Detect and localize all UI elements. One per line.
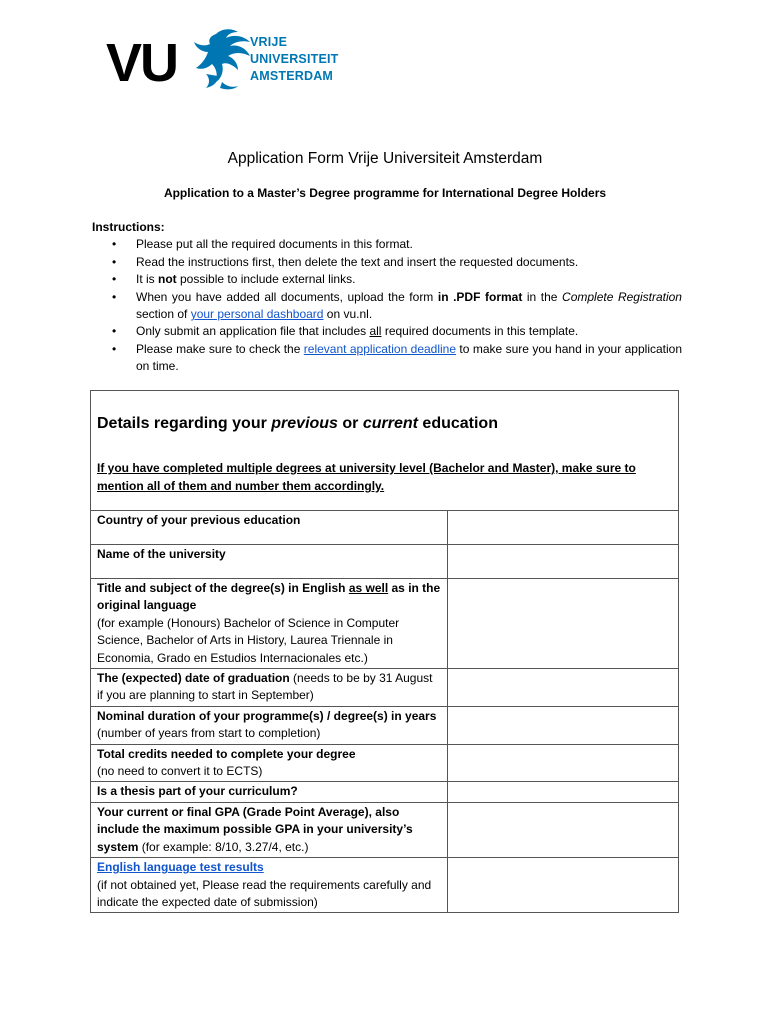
row-label	[91, 802, 448, 857]
instruction-text: required documents in this template.	[381, 324, 579, 339]
instruction-item	[92, 323, 682, 340]
answer-cell[interactable]	[448, 579, 679, 669]
section-title-text: education	[417, 415, 498, 432]
row-label-underline: as well	[348, 581, 389, 595]
deadline-link[interactable]: relevant application deadline	[303, 341, 457, 356]
instruction-text: possible to include external links.	[176, 272, 356, 287]
row-label	[91, 858, 448, 913]
answer-cell[interactable]	[448, 511, 679, 545]
instruction-underline: all	[369, 324, 382, 339]
table-row	[91, 579, 679, 669]
instruction-emphasis: in .PDF format	[437, 289, 523, 304]
row-label-hint: (if not obtained yet, Please read the requirements carefully and indicate the expected date of submission)	[97, 877, 432, 909]
instruction-item	[92, 254, 682, 271]
education-section	[90, 390, 679, 510]
section-title-text: or	[337, 415, 363, 432]
section-title-text: Details regarding your	[97, 415, 272, 432]
instruction-text: in the	[522, 289, 563, 304]
instructions	[92, 219, 682, 376]
page-subtitle: Application to a Master’s Degree programme for International Degree Holders	[163, 186, 607, 200]
instruction-text: section of	[136, 307, 191, 322]
instruction-italic: Complete Registration	[562, 289, 682, 304]
section-title-italic: current	[362, 415, 418, 432]
instruction-text: When you have added all documents, upload the form	[136, 289, 438, 304]
vu-logo	[106, 28, 366, 98]
table-row	[91, 744, 679, 782]
answer-cell[interactable]	[448, 744, 679, 782]
row-label-hint: (needs to be by 31 August if you are planning to start in September)	[97, 671, 433, 703]
row-label	[91, 511, 448, 545]
table-row	[91, 802, 679, 857]
instruction-item	[92, 271, 682, 288]
row-label-text: Country of your previous education	[97, 513, 301, 527]
education-table	[90, 510, 679, 913]
instruction-item	[92, 236, 682, 253]
instruction-item	[92, 341, 682, 376]
instruction-text: Read the instructions first, then delete the text and insert the requested documents.	[136, 254, 579, 269]
instruction-item	[92, 289, 682, 324]
table-row	[91, 669, 679, 707]
row-label-text: Nominal duration of your programme(s) / degree(s) in years	[97, 708, 437, 723]
instruction-emphasis: not	[158, 272, 177, 287]
table-row	[91, 511, 679, 545]
row-label-text: Name of the university	[97, 547, 226, 561]
answer-cell[interactable]	[448, 706, 679, 744]
english-test-link[interactable]: English language test results	[97, 860, 264, 875]
answer-cell[interactable]	[448, 669, 679, 707]
instruction-text: Please put all the required documents in this format.	[136, 237, 413, 252]
logo-mark: VU	[106, 33, 178, 93]
answer-cell[interactable]	[448, 858, 679, 913]
instruction-text: It is	[136, 272, 159, 287]
row-label-hint: (number of years from start to completion)	[97, 726, 321, 741]
instruction-text: on vu.nl.	[323, 307, 373, 322]
instructions-heading: Instructions:	[92, 220, 165, 234]
section-title	[97, 415, 498, 433]
page-title: Application Form Vrije Universiteit Amsterdam	[227, 150, 543, 167]
instruction-text: Please make sure to check the	[136, 341, 304, 356]
row-label-hint: (for example: 8/10, 3.27/4, etc.)	[138, 839, 309, 854]
logo-line-1: VRIJE	[250, 35, 288, 49]
row-label-text: The (expected) date of graduation	[97, 671, 290, 686]
logo-line-3: AMSTERDAM	[250, 69, 334, 83]
table-row	[91, 858, 679, 913]
row-label	[91, 782, 448, 802]
row-label-text: Your current or final GPA (Grade Point Average), also include the maximum possible GPA in your university’s system	[97, 804, 413, 854]
instruction-text: to make sure you hand in your application on time.	[136, 341, 682, 374]
instruction-text: Only submit an application file that includes	[136, 324, 370, 339]
griffin-icon	[188, 28, 254, 92]
logo-wordmark	[250, 34, 339, 85]
answer-cell[interactable]	[448, 802, 679, 857]
row-label-hint: (for example (Honours) Bachelor of Science in Computer Science, Bachelor of Arts in History, Laurea Triennale in Economia, Grado en Estudios Internacionales etc.)	[97, 615, 400, 665]
row-label-text: Total credits needed to complete your degree	[97, 746, 356, 761]
table-row	[91, 782, 679, 802]
logo-line-2: UNIVERSITEIT	[250, 52, 339, 66]
section-note: If you have completed multiple degrees at university level (Bachelor and Master), make sure to mention all of them and number them accordingly.	[97, 461, 636, 493]
row-label-hint: (no need to convert it to ECTS)	[97, 764, 263, 779]
table-row	[91, 706, 679, 744]
table-row	[91, 545, 679, 579]
answer-cell[interactable]	[448, 782, 679, 802]
row-label	[91, 706, 448, 744]
answer-cell[interactable]	[448, 545, 679, 579]
row-label	[91, 579, 448, 669]
dashboard-link[interactable]: your personal dashboard	[190, 307, 324, 322]
row-label	[91, 669, 448, 707]
row-label-text: Title and subject of the degree(s) in English	[97, 581, 349, 595]
row-label	[91, 744, 448, 782]
instructions-list	[92, 236, 682, 375]
row-label-text: as in the original language	[97, 581, 441, 613]
row-label	[91, 545, 448, 579]
row-label-text: Is a thesis part of your curriculum?	[97, 784, 298, 799]
section-title-italic: previous	[271, 415, 338, 432]
